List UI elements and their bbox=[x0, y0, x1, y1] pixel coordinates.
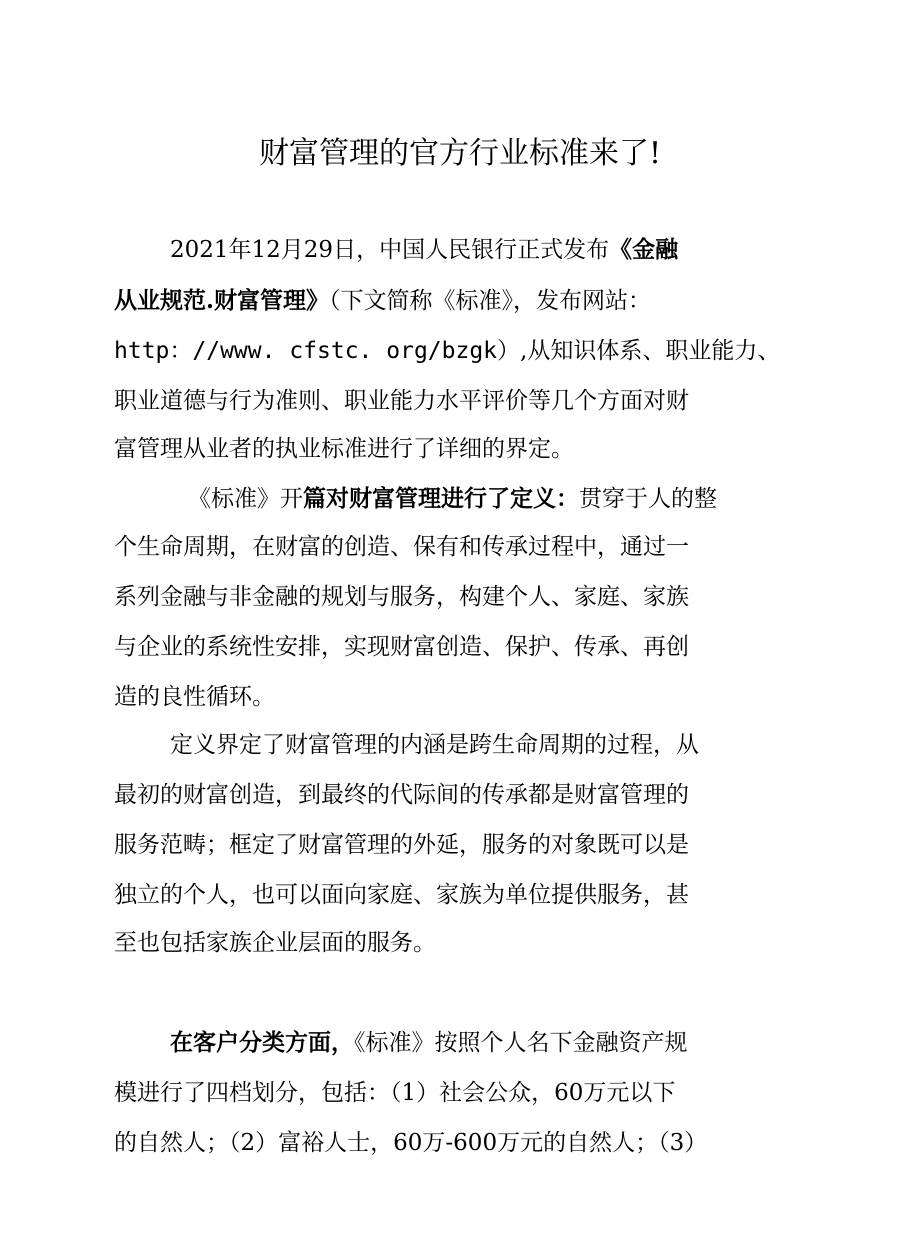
paragraph-4-line-1 bbox=[170, 1026, 688, 1060]
paragraph-4-line-3: 的自然人；（2）富裕人士，60万-600万元的自然人；（3） bbox=[114, 1130, 708, 1156]
paragraph-2-line-1 bbox=[188, 482, 717, 516]
p1-text: ,从知识体系、职业能力、 bbox=[520, 338, 781, 364]
paragraph-2-line-2: 个生命周期，在财富的创造、保有和传承过程中，通过一 bbox=[114, 534, 689, 560]
paragraph-2-line-4: 与企业的系统性安排，实现财富创造、保护、传承、再创 bbox=[114, 634, 689, 660]
paragraph-1-line-3 bbox=[114, 334, 780, 368]
paragraph-3-line-1: 定义界定了财富管理的内涵是跨生命周期的过程，从 bbox=[170, 732, 699, 758]
paragraph-3-line-5: 至也包括家族企业层面的服务。 bbox=[114, 930, 436, 956]
page-title: 财富管理的官方行业标准来了! bbox=[258, 136, 662, 171]
paragraph-3-line-4: 独立的个人，也可以面向家庭、家族为单位提供服务，甚 bbox=[114, 882, 689, 908]
p4-bold-text: 在客户分类方面， bbox=[170, 1029, 354, 1056]
paragraph-1-line-4: 职业道德与行为准则、职业能力水平评价等几个方面对财 bbox=[114, 388, 689, 414]
p1-bold-title: 从业规范.财富管理》 bbox=[114, 287, 330, 314]
paragraph-4-line-2: 模进行了四档划分，包括：（1）社会公众，60万元以下 bbox=[114, 1080, 676, 1106]
p4-text: 《标准》按照个人名下金融资产规 bbox=[354, 1030, 688, 1056]
paragraph-1-line-2 bbox=[114, 284, 651, 318]
p1-text: （下文简称《标准》，发布网站： bbox=[329, 288, 652, 314]
p2-text: 贯穿于人的整 bbox=[579, 486, 717, 512]
paragraph-2-line-3: 系列金融与非金融的规划与服务，构建个人、家庭、家族 bbox=[114, 584, 689, 610]
paragraph-3-line-2: 最初的财富创造，到最终的代际间的传承都是财富管理的 bbox=[114, 782, 689, 808]
p1-bold-text: 《金融 bbox=[609, 236, 679, 263]
website-url: http：//www. cfstc. org/bzgk） bbox=[114, 338, 521, 364]
paragraph-3-line-3: 服务范畴；框定了财富管理的外延，服务的对象既可以是 bbox=[114, 832, 689, 858]
paragraph-1-line-5: 富管理从业者的执业标准进行了详细的界定。 bbox=[114, 436, 574, 462]
p2-text: 《标准》开 bbox=[188, 486, 303, 512]
p2-bold-text: 篇对财富管理进行了定义： bbox=[303, 485, 579, 512]
paragraph-1-line-1 bbox=[170, 233, 678, 267]
p1-text: 2021年12月29日，中国人民银行正式发布 bbox=[170, 237, 610, 263]
paragraph-2-line-5: 造的良性循环。 bbox=[114, 684, 275, 710]
